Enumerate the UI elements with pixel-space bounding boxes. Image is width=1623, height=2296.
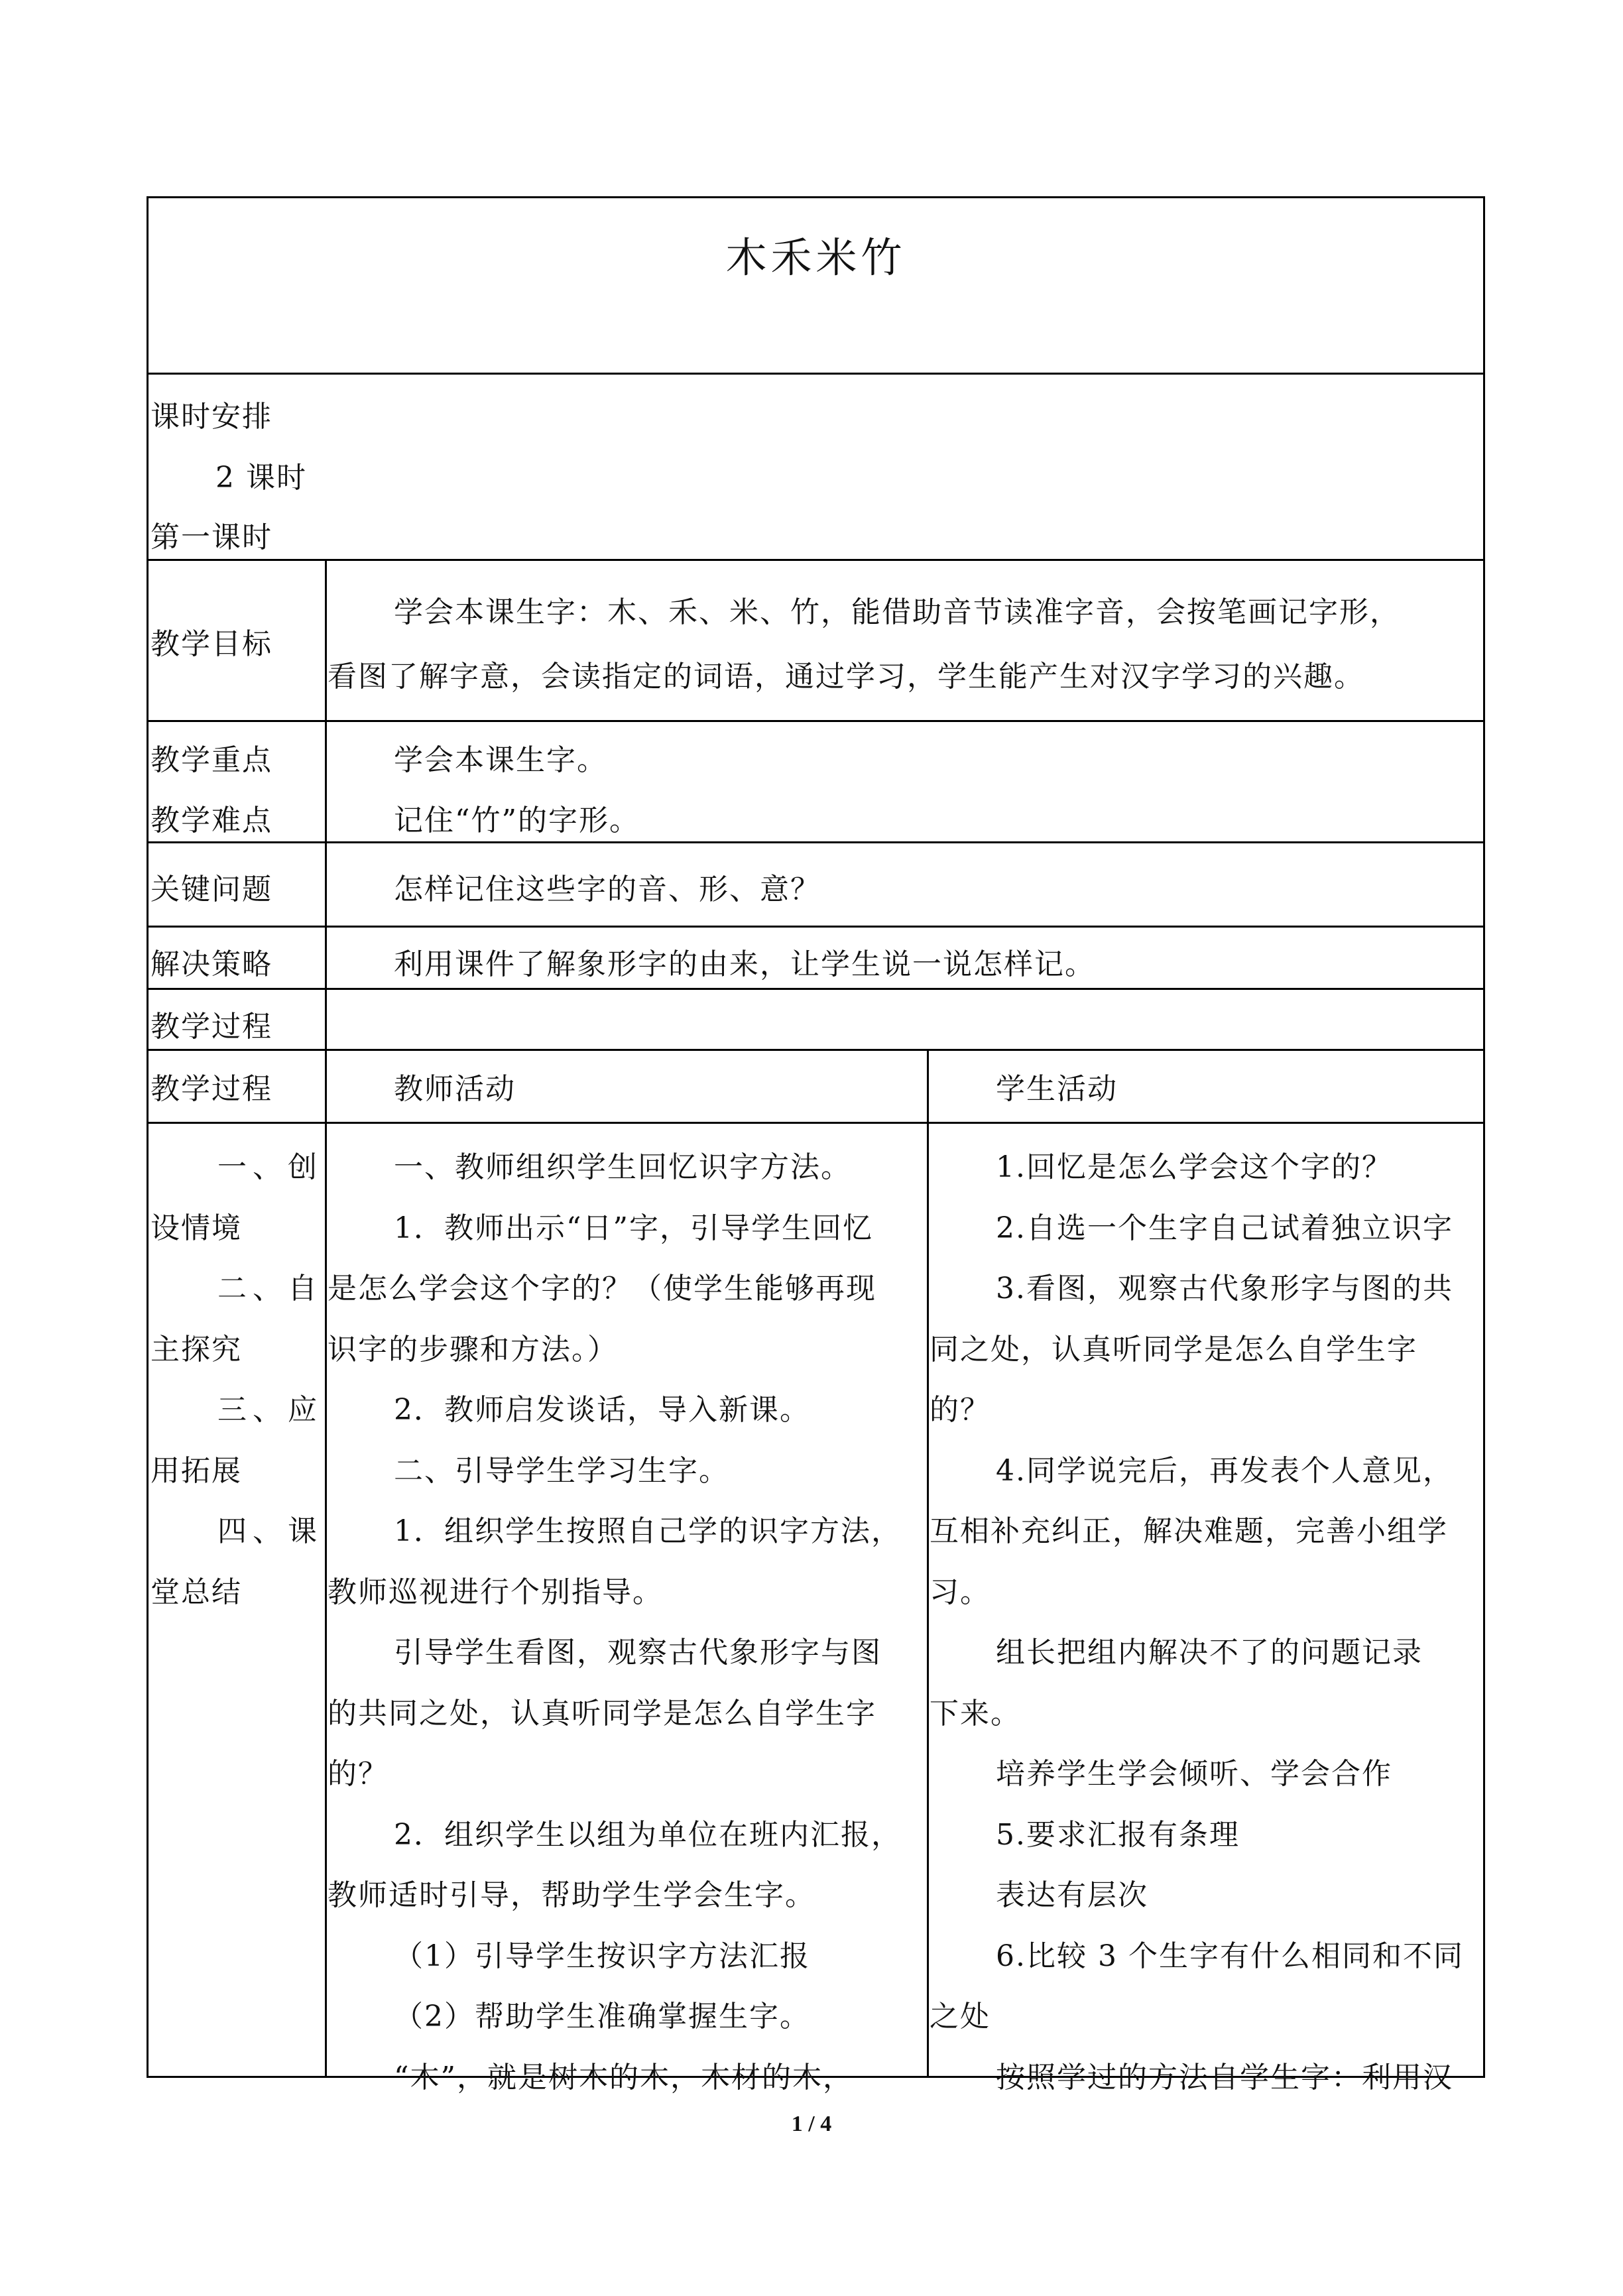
objectives-line-1: 学会本课生字：木、禾、米、竹，能借助音节读准字音，会按笔画记字形， (394, 595, 1400, 629)
student-activity-line: 按照学过的方法自学生字：利用汉 (996, 2060, 1453, 2094)
student-activity-line: 互相补充纠正，解决难题，完善小组学 (930, 1514, 1448, 1548)
stage-column-divider (325, 1049, 327, 2078)
student-activity-line: 组长把组内解决不了的问题记录 (996, 1636, 1423, 1669)
teacher-activity-line: 教师适时引导，帮助学生学会生字。 (328, 1878, 815, 1912)
student-activity-line: 的？ (930, 1393, 991, 1427)
key-point-value: 学会本课生字。 (394, 743, 607, 777)
teacher-activity-line: 二、引导学生学习生字。 (394, 1453, 729, 1488)
teacher-activity-line: 一、教师组织学生回忆识字方法。 (394, 1150, 851, 1184)
teacher-column-divider (927, 1049, 929, 2078)
teacher-activity-line: 1．教师出示“日”字，引导学生回忆 (394, 1211, 873, 1245)
stage-2-line-2: 主探究 (150, 1332, 242, 1366)
student-activity-line: 6.比较 3 个生字有什么相同和不同 (996, 1939, 1464, 1973)
lesson-plan-table (147, 196, 1485, 2094)
teacher-activity-line: 1．组织学生按照自己学的识字方法， (394, 1514, 902, 1548)
teacher-activity-line: （2）帮助学生准确掌握生字。 (394, 2000, 810, 2033)
divider-col-headers (149, 1122, 1483, 1124)
col-header-teacher: 教师活动 (394, 1072, 516, 1106)
student-activity-line: 2.自选一个生字自己试着独立识字 (996, 1211, 1453, 1245)
stage-2-line-1: 二、自 (217, 1272, 318, 1305)
difficulty-label: 教学难点 (150, 804, 272, 837)
col-header-student: 学生活动 (996, 1072, 1118, 1106)
student-activity-line: 3.看图，观察古代象形字与图的共 (996, 1272, 1453, 1305)
divider-schedule (149, 559, 1483, 561)
student-activity-line: 之处 (930, 2000, 991, 2033)
col-header-stage: 教学过程 (150, 1072, 272, 1106)
objectives-line-2: 看图了解字意，会读指定的词语，通过学习，学生能产生对汉字学习的兴趣。 (328, 660, 1364, 694)
teacher-activity-line: 引导学生看图，观察古代象形字与图 (394, 1636, 882, 1669)
teacher-activity-line: 的共同之处，认真听同学是怎么自学生字 (328, 1696, 876, 1730)
stage-3-line-2: 用拓展 (150, 1453, 242, 1488)
objectives-label: 教学目标 (150, 627, 272, 661)
document-title: 木禾米竹 (725, 233, 906, 282)
divider-focus (149, 841, 1483, 843)
student-activity-line: 4.同学说完后，再发表个人意见， (996, 1453, 1453, 1488)
key-question-label: 关键问题 (150, 873, 272, 906)
teacher-activity-line: 是怎么学会这个字的？（使学生能够再现 (328, 1272, 876, 1305)
divider-strategy (149, 988, 1483, 990)
stage-3-line-1: 三、应 (217, 1393, 318, 1427)
teacher-activity-line: 识字的步骤和方法。） (328, 1332, 618, 1366)
stage-4-line-2: 堂总结 (150, 1575, 242, 1609)
teacher-activity-line: “木”，就是树木的木，木材的木， (394, 2060, 853, 2094)
student-activity-line: 同之处，认真听同学是怎么自学生字 (930, 1332, 1417, 1366)
teacher-activity-line: 的？ (328, 1757, 389, 1791)
divider-process-heading (149, 1049, 1483, 1051)
stage-1-line-1: 一、创 (217, 1150, 318, 1184)
schedule-value: 2 课时 (215, 461, 307, 495)
teacher-activity-line: 2．教师启发谈话，导入新课。 (394, 1393, 810, 1427)
student-activity-line: 表达有层次 (996, 1878, 1148, 1912)
schedule-label: 课时安排 (150, 400, 272, 434)
stage-4-line-1: 四、课 (217, 1514, 318, 1548)
strategy-value: 利用课件了解象形字的由来，让学生说一说怎样记。 (394, 947, 1095, 981)
student-activity-line: 培养学生学会倾听、学会合作 (996, 1757, 1392, 1791)
student-activity-line: 1.回忆是怎么学会这个字的？ (996, 1150, 1392, 1184)
teacher-activity-line: （1）引导学生按识字方法汇报 (394, 1939, 810, 1973)
student-activity-line: 习。 (930, 1575, 991, 1609)
key-question-value: 怎样记住这些字的音、形、意？ (394, 873, 821, 906)
page-number: 1 / 4 (791, 2112, 832, 2136)
divider-question (149, 926, 1483, 928)
teacher-activity-line: 教师巡视进行个别指导。 (328, 1575, 663, 1609)
process-heading: 教学过程 (150, 1010, 272, 1044)
divider-title (149, 373, 1483, 375)
stage-1-line-2: 设情境 (150, 1211, 242, 1245)
divider-objectives (149, 720, 1483, 722)
key-point-label: 教学重点 (150, 743, 272, 777)
teacher-activity-line: 2．组织学生以组为单位在班内汇报， (394, 1817, 902, 1852)
strategy-label: 解决策略 (150, 947, 272, 981)
student-activity-line: 5.要求汇报有条理 (996, 1817, 1240, 1852)
difficulty-value: 记住“竹”的字形。 (394, 804, 640, 837)
student-activity-line: 下来。 (930, 1696, 1021, 1730)
first-lesson-label: 第一课时 (150, 520, 272, 554)
